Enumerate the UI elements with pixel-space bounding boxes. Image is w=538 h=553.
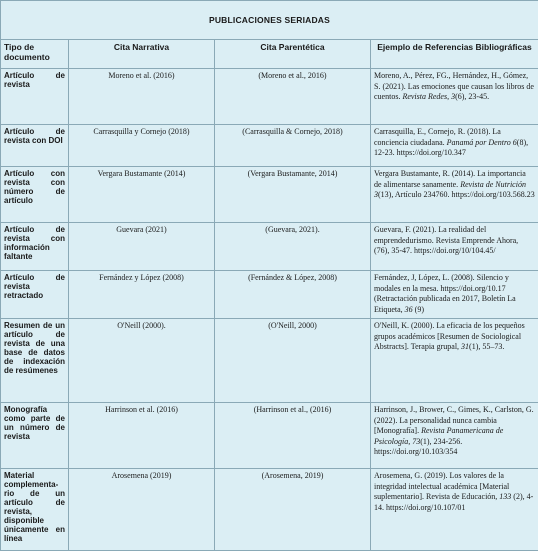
narrative-citation-cell: Carrasquilla y Cornejo (2018) — [69, 125, 215, 167]
table-title: PUBLICACIONES SERIADAS — [1, 1, 538, 40]
reference-segment: , — [447, 92, 452, 101]
document-type-cell: Material complementa-rio de un artículo de revista, disponible únicamente en línea — [1, 469, 69, 551]
table-row — [1, 125, 538, 167]
reference-segment: Harrinson, J., Brower, C., Gimes, K., Carlston, G. (2022). La personalidad nunca cambia [Monografía]. — [374, 405, 534, 435]
reference-italic-segment: 3 — [451, 92, 456, 101]
parenthetical-citation-cell: (Fernández & López, 2008) — [215, 271, 371, 319]
header-document-type: Tipo de documento — [1, 40, 69, 69]
parenthetical-citation-cell: (O'Neill, 2000) — [215, 319, 371, 403]
header-parenthetical-citation: Cita Parentética — [215, 40, 371, 69]
header-reference-example: Ejemplo de Referencias Bibliográficas — [371, 40, 538, 69]
reference-italic-segment: Revista de Nutrición 3 — [374, 179, 526, 199]
reference-italic-segment: Revista Redes — [402, 92, 448, 101]
reference-segment: Moreno, A., Pérez, FG., Hernández, H., Gómez, S. (2021). Las emociones que causan los libros de cuentos. — [374, 71, 534, 101]
reference-segment: (9) — [412, 304, 424, 314]
table-row — [1, 69, 538, 125]
parenthetical-citation-cell: (Carrasquilla & Cornejo, 2018) — [215, 125, 371, 167]
reference-italic-segment: 133 — [499, 492, 512, 501]
reference-segment: Arosemena, G. (2019). Los valores de la integridad intelectual académica [Material suplementario]. Revista de Educación, — [374, 471, 510, 501]
table-row — [1, 223, 538, 271]
reference-italic-segment: 36 — [404, 304, 413, 314]
narrative-citation-cell: Arosemena (2019) — [69, 469, 215, 551]
reference-segment: Carrasquilla, E., Cornejo, R. (2018). La conciencia ciudadana. — [374, 127, 501, 147]
parenthetical-citation-cell: (Vergara Bustamante, 2014) — [215, 167, 371, 223]
document-type-cell: Artículo de revista retractado — [1, 271, 69, 319]
narrative-citation-cell: Vergara Bustamante (2014) — [69, 167, 215, 223]
reference-segment: (6), 23-45. — [455, 92, 490, 101]
table-row — [1, 271, 538, 319]
document-type-cell: Artículo de revista — [1, 69, 69, 125]
reference-italic-segment: 31 — [461, 342, 470, 351]
narrative-citation-cell: Fernández y López (2008) — [69, 271, 215, 319]
reference-example-cell — [371, 403, 538, 469]
narrative-citation-cell: Moreno et al. (2016) — [69, 69, 215, 125]
parenthetical-citation-cell: (Harrinson et al., (2016) — [215, 403, 371, 469]
document-type-cell: Artículo con revista con número de artículo — [1, 167, 69, 223]
reference-example-cell — [371, 167, 538, 223]
reference-example-cell — [371, 271, 538, 319]
table-row — [1, 403, 538, 469]
reference-italic-segment: Panamá por Dentro 6 — [446, 137, 517, 147]
reference-segment: Guevara, F. (2021). La realidad del emprendedurismo. Revista Emprende Ahora, (76), 35-47. https://doi.org/10/104.45/ — [374, 225, 519, 255]
table-row — [1, 469, 538, 551]
table-row — [1, 167, 538, 223]
reference-example-cell — [371, 223, 538, 271]
reference-segment: (1), 55–73. — [469, 342, 505, 351]
parenthetical-citation-cell: (Guevara, 2021). — [215, 223, 371, 271]
reference-segment: (1), 234-256. https://doi.org/10.103/354 — [374, 436, 463, 456]
reference-segment: (13), Artículo 234760. https://doi.org/103.568.23 — [378, 190, 535, 199]
header-narrative-citation: Cita Narrativa — [69, 40, 215, 69]
reference-segment: Vergara Bustamante, R. (2014). La importancia de alimentarse sanamente. — [374, 169, 526, 189]
table-header-row — [1, 40, 538, 69]
parenthetical-citation-cell: (Arosemena, 2019) — [215, 469, 371, 551]
narrative-citation-cell: Guevara (2021) — [69, 223, 215, 271]
parenthetical-citation-cell: (Moreno et al., 2016) — [215, 69, 371, 125]
reference-example-cell — [371, 469, 538, 551]
reference-example-cell — [371, 69, 538, 125]
reference-segment: O'Neill, K. (2000). La eficacia de los pequeños grupos académicos [Resumen de Sociological Abstracts]. Terapia grupal, — [374, 321, 525, 351]
table-row — [1, 319, 538, 403]
document-type-cell: Monografía como parte de un número de revista — [1, 403, 69, 469]
document-type-cell: Artículo de revista con DOI — [1, 125, 69, 167]
document-type-cell: Resumen de un artículo de revista de una base de datos de indexación de resúmenes — [1, 319, 69, 403]
reference-example-cell — [371, 125, 538, 167]
table-title-row — [1, 1, 538, 40]
document-type-cell: Artículo de revista con información faltante — [1, 223, 69, 271]
reference-example-cell — [371, 319, 538, 403]
reference-segment: Fernández, J, López, L. (2008). Silencio y modales en la mesa. https://doi.org/10.17 (Retractación publicada en 2017, Boletín La Etiqueta, — [374, 273, 516, 314]
narrative-citation-cell: Harrinson et al. (2016) — [69, 403, 215, 469]
reference-italic-segment: Revista Panamericana de Psicología, 73 — [374, 426, 504, 446]
reference-segment: (8), 12-23. https://doi.org/10.347 — [374, 137, 529, 157]
narrative-citation-cell: O'Neill (2000). — [69, 319, 215, 403]
reference-segment: (2), 4-14. https://doi.org/10.107/01 — [374, 492, 534, 512]
